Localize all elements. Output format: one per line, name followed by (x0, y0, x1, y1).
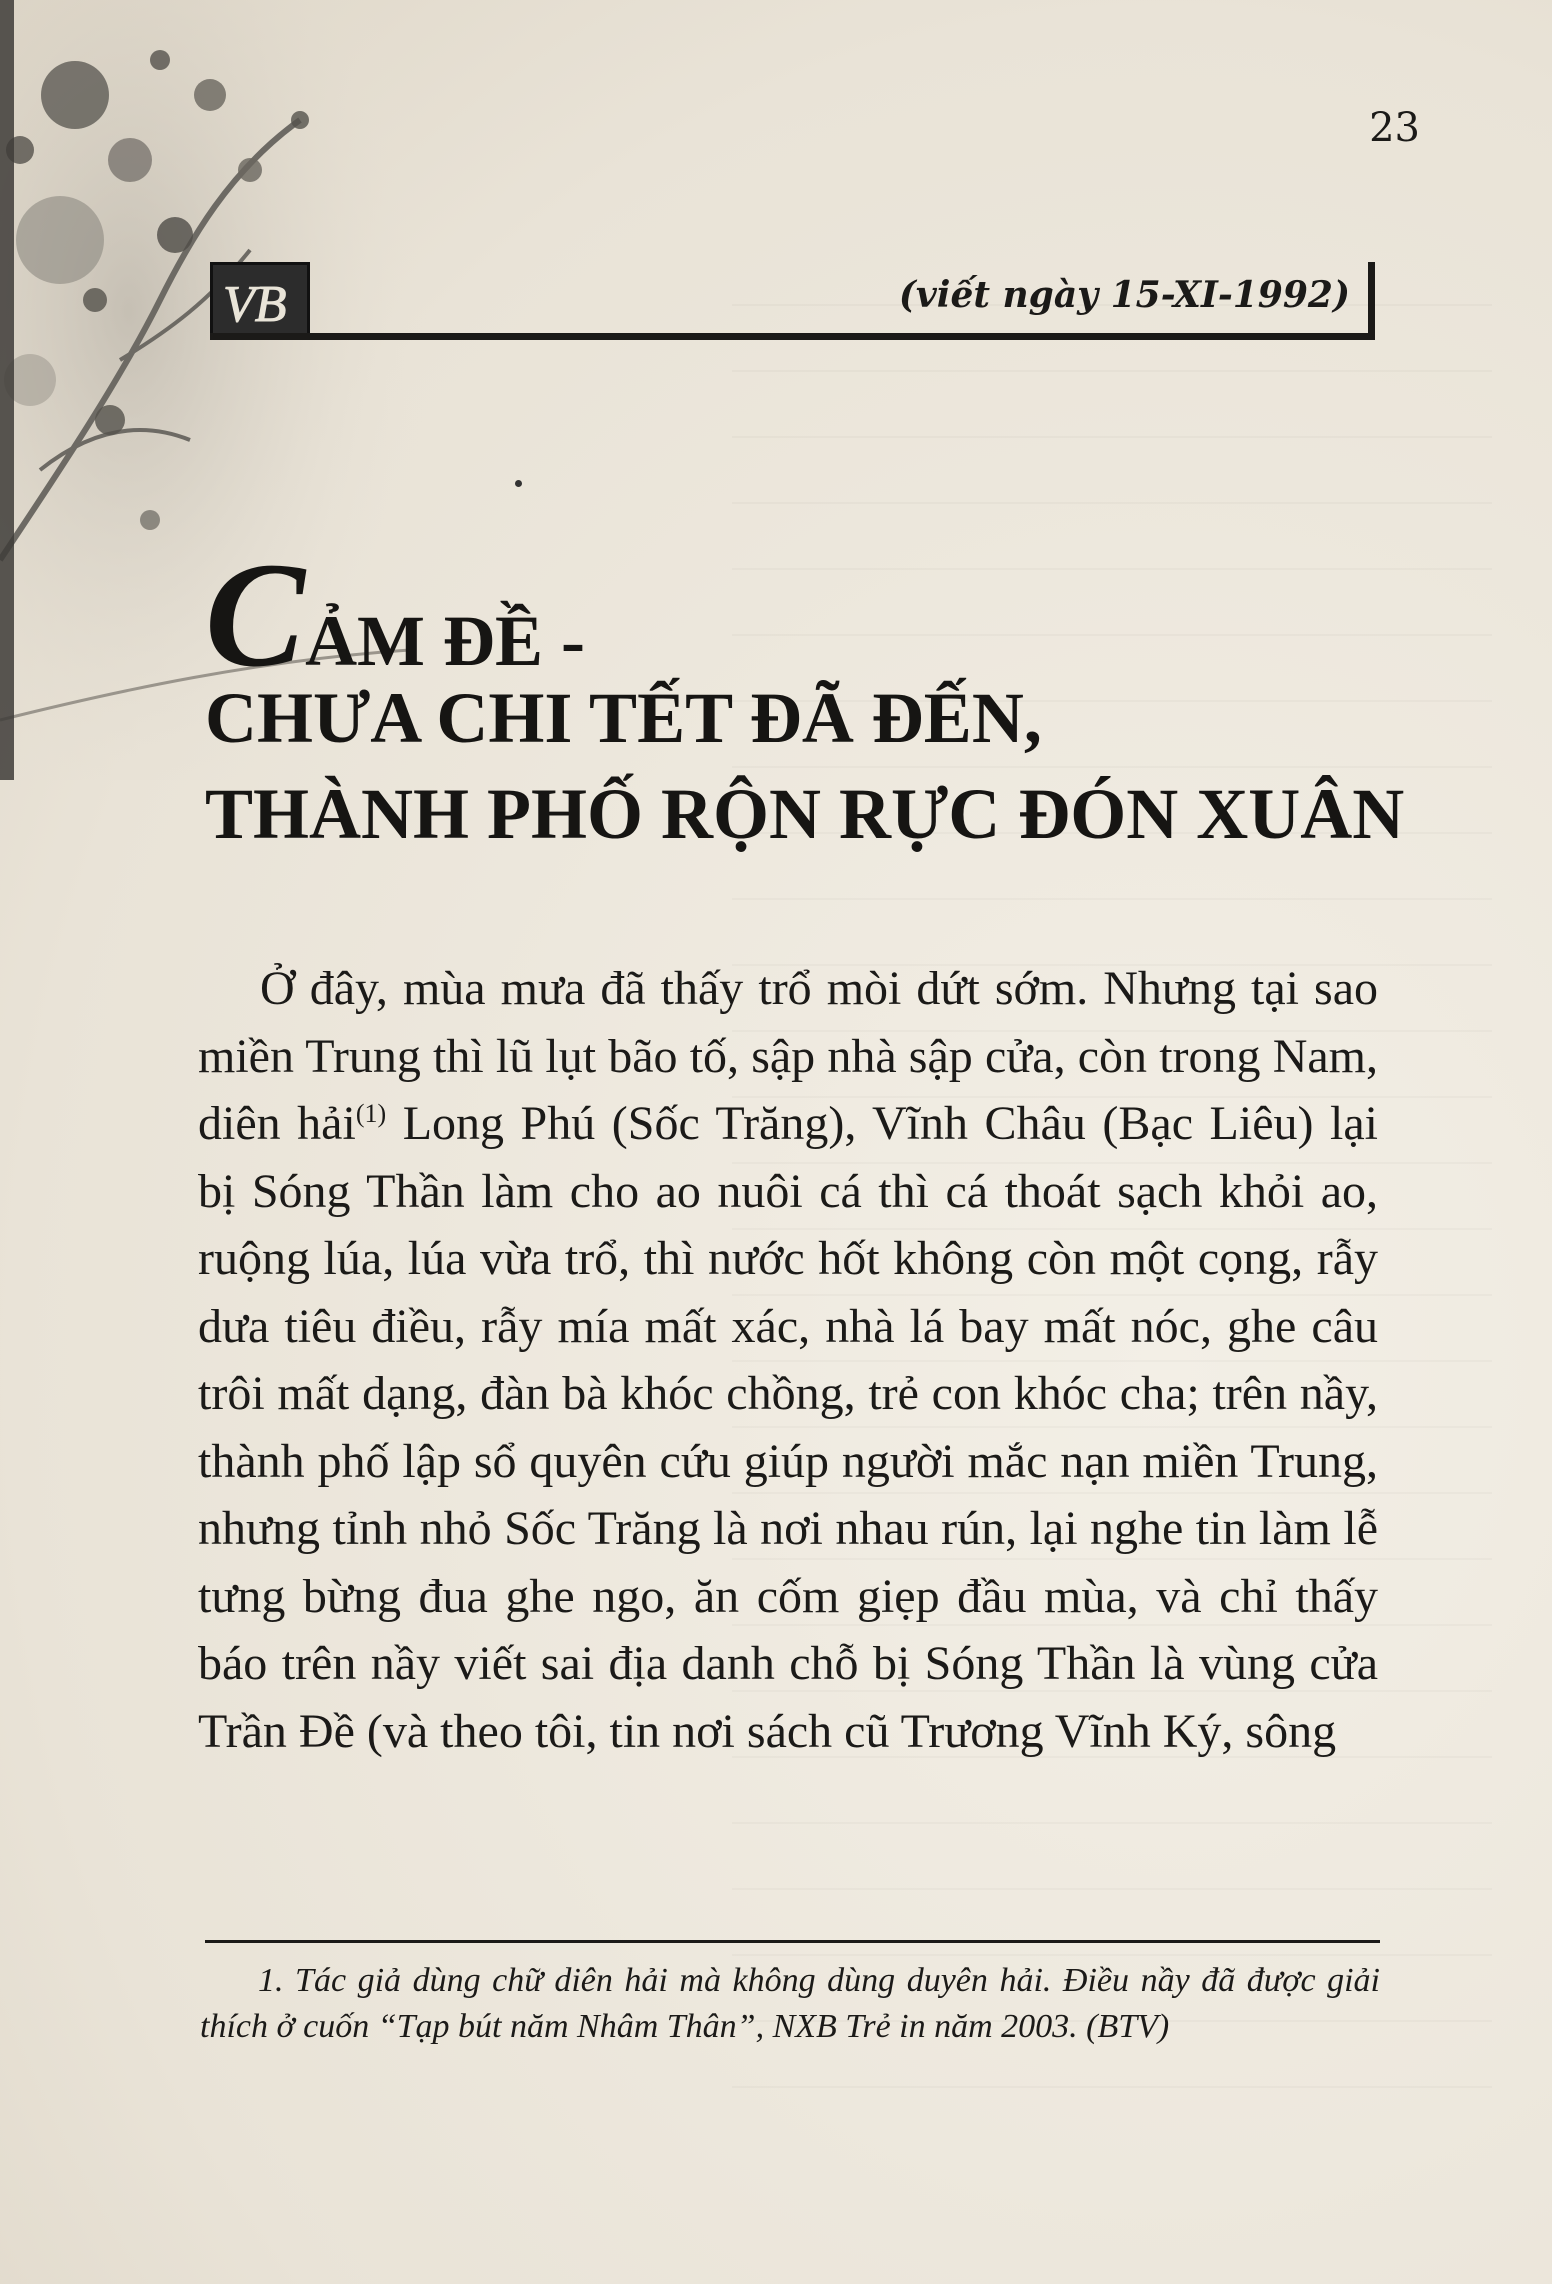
footnote-text: 1. Tác giả dùng chữ diên hải mà không dùng duyên hải. Điều nầy đã được giải thích ở cuốn “Tạp bút năm Nhâm Thân”, NXB Trẻ in năm 2003. (BTV) (200, 1962, 1380, 2045)
title-line-1 (205, 532, 1425, 698)
title-line-1-rest: ẢM ĐỀ - (305, 601, 586, 681)
chapter-header (210, 262, 1375, 340)
decorative-dot (515, 480, 522, 487)
body-paragraph (198, 955, 1378, 1765)
body-text-part-1: Ở đây, mùa mưa đã thấy trổ mòi dứt sớm. Nhưng tại sao miền Trung thì lũ lụt bão tố, sập nhà sập cửa, còn trong Nam, diên hải (198, 962, 1378, 1150)
vb-monogram-icon (213, 265, 307, 337)
logo-text: VB (223, 276, 287, 333)
date-note: (viết ngày 15-XI-1992) (898, 274, 1350, 316)
title-line-3: THÀNH PHỐ RỘN RỰC ĐÓN XUÂN (205, 774, 1405, 854)
title-line-2: CHƯA CHI TẾT ĐÃ ĐẾN, (205, 678, 1042, 758)
footnote-reference[interactable]: (1) (355, 1099, 387, 1128)
header-rule (210, 333, 1375, 340)
body-text-part-2: Long Phú (Sốc Trăng), Vĩnh Châu (Bạc Liêu) lại bị Sóng Thần làm cho ao nuôi cá thì cá thoát sạch khỏi ao, ruộng lúa, lúa vừa trổ, thì nước hốt không còn một cọng, rẫy dưa tiêu điều, rẫy mía mất xác, nhà lá bay mất nóc, ghe câu trôi mất dạng, đàn bà khóc chồng, trẻ con khóc cha; trên nầy, thành phố lập sổ quyên cứu giúp người mắc nạn miền Trung, nhưng tỉnh nhỏ Sốc Trăng là nơi nhau rún, lại nghe tin làm lễ tưng bừng đua ghe ngo, ăn cốm giẹp đầu mùa, và chỉ thấy báo trên nầy viết sai địa danh chỗ bị Sóng Thần là vùng cửa Trần Đề (và theo tôi, tin nơi sách cũ Trương Vĩnh Ký, sông (198, 1097, 1379, 1758)
vb-logo (210, 262, 310, 340)
footnote (200, 1958, 1380, 2050)
footnote-divider (205, 1940, 1380, 1943)
page-number: 23 (1369, 105, 1420, 151)
header-rule-cap (1368, 262, 1375, 340)
body-text (198, 955, 1378, 1765)
drop-cap: C (205, 532, 306, 698)
chapter-title (205, 532, 1425, 862)
